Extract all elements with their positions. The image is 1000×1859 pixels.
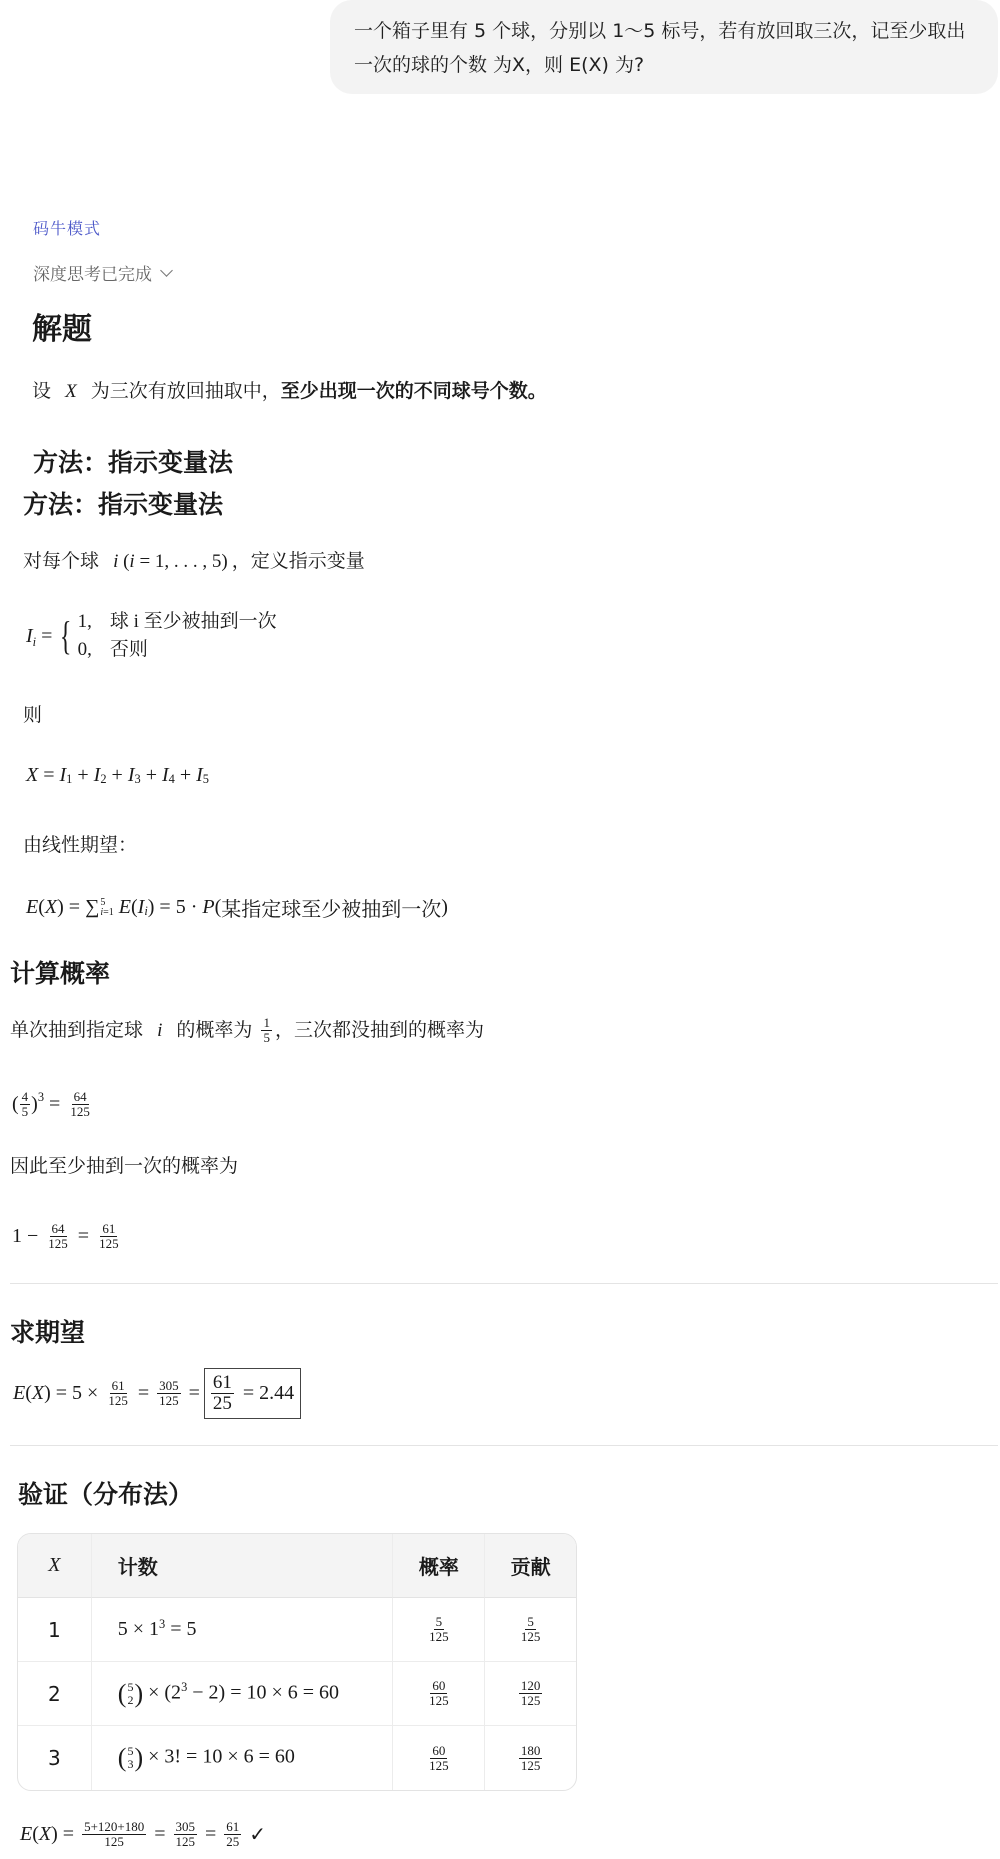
intro-mid: 为三次有放回抽取中， [90,380,281,402]
then-label: 则 [23,704,43,726]
row-x: 1 [18,1598,91,1662]
table-row [18,1726,576,1790]
method-heading-1: 方法：指示变量法 [33,448,234,477]
single-suffix: ，三次都没抽到的概率为 [274,1019,484,1041]
row-contrib: $\frac{5}{125}$ [484,1598,576,1662]
verify-heading: 验证（分布法） [18,1480,194,1509]
single-prefix: 单次抽到指定球 [10,1019,144,1041]
row-count-math: ( 5 3 ) × 3! = 10 × 6 = 60 [91,1726,393,1790]
header-contrib: 贡献 [484,1534,576,1598]
calc-heading: 计算概率 [10,959,111,988]
indicator-range-math: i (i = 1, . . . , 5) [113,551,228,572]
chevron-down-icon [160,264,173,277]
row-count-math: ( 5 2 ) × $(2^3 - 2) = 10 \times 6 = 60$ [91,1662,393,1726]
indicator-suffix: ，定义指示变量 [231,550,365,572]
atleast-equation: 1 − $\frac{64}{125}$ = $\frac{61}{125}$ [12,1221,119,1251]
method-heading-2: 方法：指示变量法 [23,490,224,519]
thinking-toggle[interactable] [33,260,171,285]
header-x: X [18,1534,91,1598]
single-prob-paragraph: 单次抽到指定球 i 的概率为 $\frac{1}{5}$ ，三次都没抽到的概率为 [10,1015,484,1045]
thinking-label: 深度思考已完成 [33,265,152,285]
row-x: 3 [48,1746,61,1770]
indicator-definition: $I_i$ = { 1, 球 i 至少被抽到一次 0, 否则 [26,608,277,664]
table-header-row [18,1534,576,1598]
table-row [18,1662,576,1726]
atleast-label: 因此至少抽到一次的概率为 [10,1155,239,1177]
verification-equation: E ( X ) = $\frac{5+120+180}{125}$ = $\frac{305}{125}$ = $\frac{61}{25}$ ✓ [20,1819,267,1849]
header-count: 计数 [91,1534,393,1598]
case0-text: 否则 [109,639,148,660]
row-contrib: $\frac{180}{125}$ [484,1726,576,1790]
row-x: 2 [18,1662,91,1726]
distribution-table [17,1533,577,1791]
answer-title: 解题 [32,312,92,347]
intro-bold: 至少出现一次的不同球号个数。 [280,380,547,402]
intro-prefix: 设 [32,380,52,402]
table-row [18,1598,576,1662]
header-prob: 概率 [392,1534,484,1598]
single-mid: 的概率为 [176,1019,253,1041]
indicator-paragraph [23,546,365,577]
user-message-bubble [330,0,998,94]
linearity-equation: E ( X ) = ∑ 5 i=1 E ( I i ) = 5 · P ( 某指定球至少被抽到一次 ) [26,893,448,922]
row-prob: $\frac{5}{125}$ [392,1598,484,1662]
boxed-answer: $\frac{61}{25}$ = 2.44 [204,1368,301,1419]
mode-label: 码牛模式 [33,219,102,238]
divider [10,1445,998,1446]
linearity-label: 由线性期望： [23,834,138,856]
intro-var: X [65,381,77,402]
none-prob-equation: ( $\frac{4}{5}$ ) 3 = $\frac{64}{125}$ [12,1089,90,1119]
check-mark: ✓ [249,1823,267,1846]
sum-equation: X = I 1 + I 2 + I 3 + I 4 + I 5 [26,764,209,787]
row-contrib: $\frac{120}{125}$ [484,1662,576,1726]
divider [10,1283,998,1284]
case0-value: 0, [77,639,92,660]
expectation-equation: E ( X ) = 5 × $\frac{61}{125}$ = $\frac{305}{125}$ = $\frac{61}{25}$ = 2.44 [13,1368,301,1419]
case1-value: 1, [77,611,92,632]
row-prob: $\frac{60}{125}$ [392,1662,484,1726]
indicator-prefix: 对每个球 [23,550,100,572]
row-count-math: $5 \times 1^3 = 5$ [91,1598,393,1662]
row-prob: $\frac{60}{125}$ [392,1726,484,1790]
expect-heading: 求期望 [10,1318,86,1347]
user-message-text: 一个箱子里有 5 个球，分别以 1～5 标号，若有放回取三次，记至少取出一次的球的个数 为X，则 E(X) 为? [354,20,966,76]
exp-paren-text: 某指定球至少被抽到一次 [221,899,442,921]
intro-paragraph [32,376,547,407]
one-fifth-fraction: $\frac{1}{5}$ [263,1015,270,1045]
case1-text: 球 i 至少被抽到一次 [109,611,277,632]
